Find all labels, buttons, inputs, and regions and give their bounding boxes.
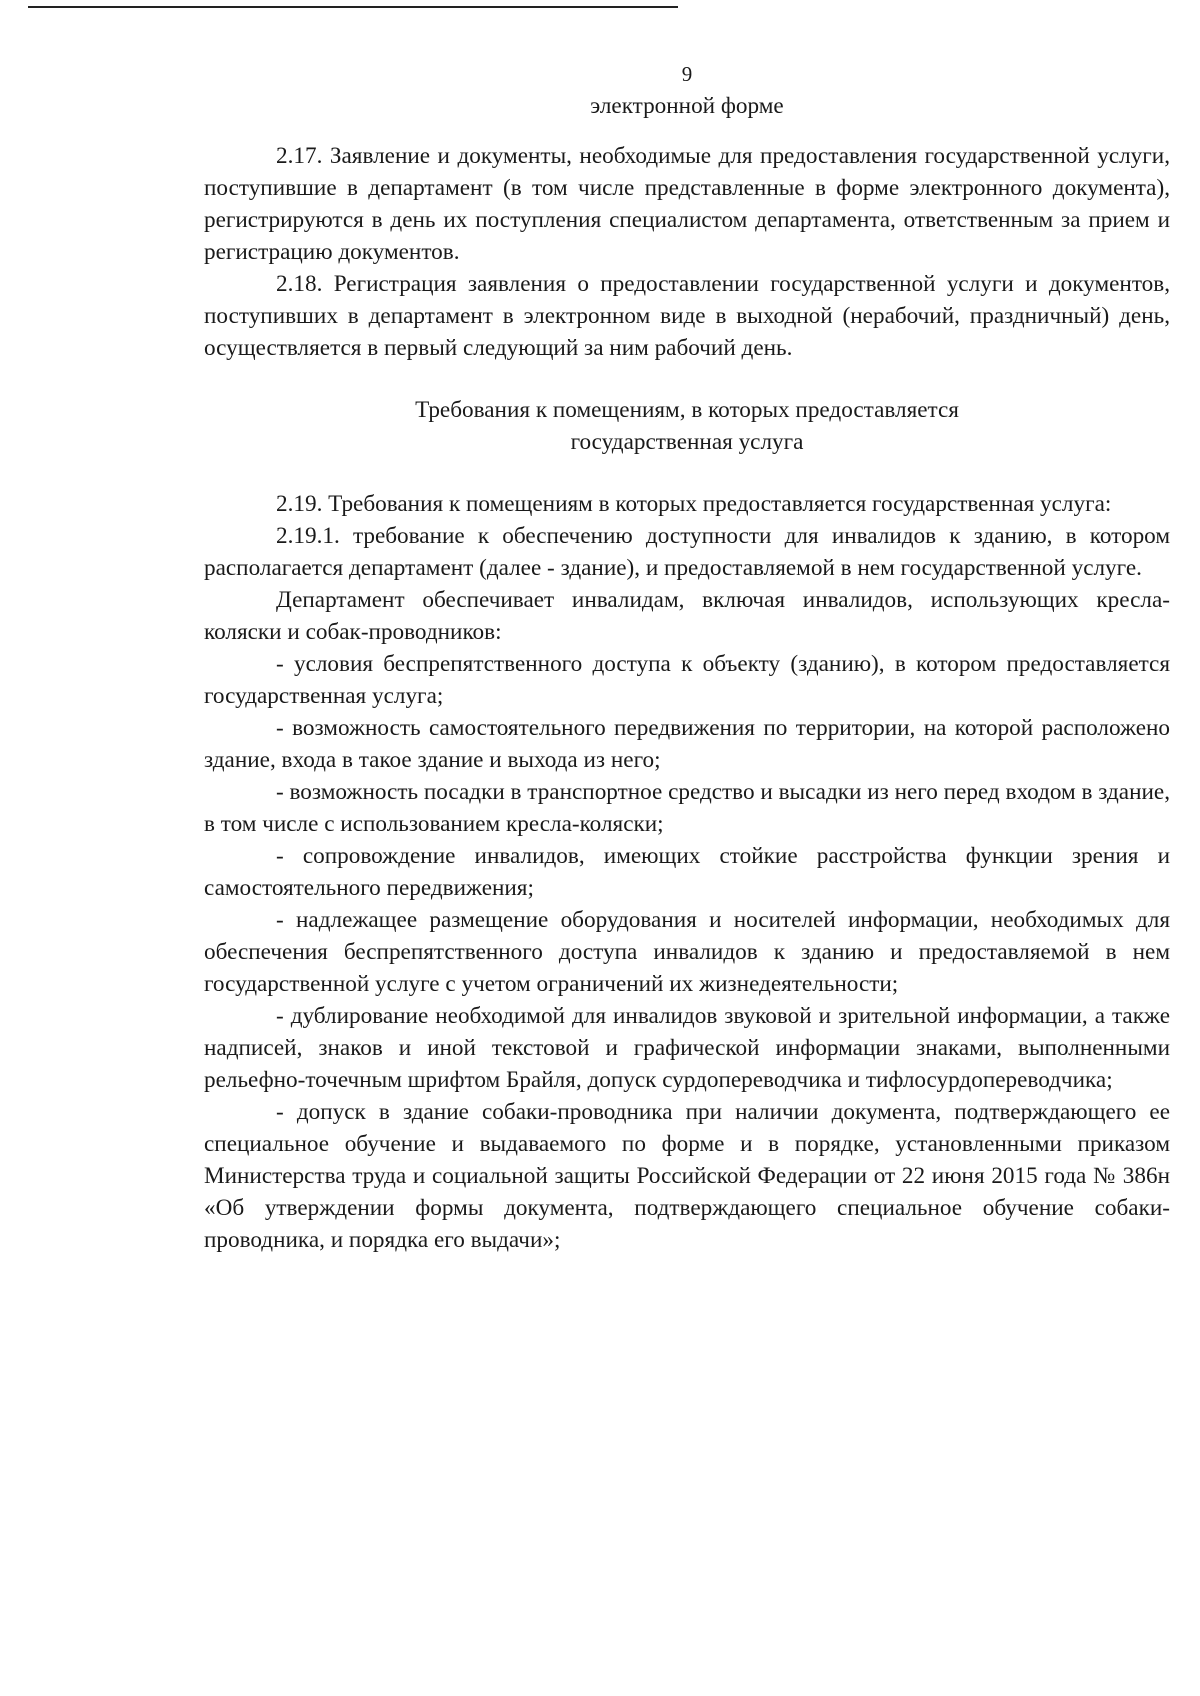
paragraph-2-17: 2.17. Заявление и документы, необходимые для предоставления государственной услуги, поступившие в департамент (в том числе представленные в форме электронного документа), регистрируются в день их поступления специалистом департамента, ответственным за прием и регистрацию документов. [204, 143, 1170, 265]
paragraph-department-provides: Департамент обеспечивает инвалидам, включая инвалидов, использующих кресла-коляски и собак-проводников: [204, 587, 1170, 645]
list-item-guide-dog: - допуск в здание собаки-проводника при наличии документа, подтверждающего ее специальное обучение и выдаваемого по форме и в порядке, установленными приказом Министерства труда и социальной защиты Российской Федерации от 22 июня 2015 года № 386н «Об утверждении формы документа, подтверждающего специальное обучение собаки-проводника, и порядка его выдачи»; [204, 1099, 1170, 1253]
page-number: 9 [681, 62, 693, 86]
paragraph-2-19: 2.19. Требования к помещениям в которых предоставляется государственная услуга: [276, 491, 1112, 517]
section-heading-line-1: Требования к помещениям, в которых предоставляется [415, 397, 959, 423]
list-item-duplication: - дублирование необходимой для инвалидов звуковой и зрительной информации, а также надписей, знаков и иной текстовой и графической информации знаками, выполненными рельефно-точечным шрифтом Брайля, допуск сурдопереводчика и тифлосурдопереводчика; [204, 1003, 1170, 1093]
top-rule [28, 6, 678, 8]
continued-heading: электронной форме [590, 93, 784, 119]
document-page [204, 62, 1170, 1256]
list-item-vehicle: - возможность посадки в транспортное средство и высадки из него перед входом в здание, в том числе с использованием кресла-коляски; [204, 779, 1170, 837]
list-item-access-conditions: - условия беспрепятственного доступа к объекту (зданию), в котором предоставляется государственная услуга; [204, 651, 1170, 709]
section-heading-line-2: государственная услуга [570, 429, 804, 455]
list-item-movement: - возможность самостоятельного передвижения по территории, на которой расположено здание, входа в такое здание и выхода из него; [204, 715, 1170, 773]
list-item-equipment: - надлежащее размещение оборудования и носителей информации, необходимых для обеспечения беспрепятственного доступа инвалидов к зданию и предоставляемой в нем государственной услуге с учетом ограничений их жизнедеятельности; [204, 907, 1170, 997]
paragraph-2-18: 2.18. Регистрация заявления о предоставлении государственной услуги и документов, поступивших в департамент в электронном виде в выходной (нерабочий, праздничный) день, осуществляется в первый следующий за ним рабочий день. [204, 271, 1170, 361]
section-heading [204, 394, 1170, 458]
paragraph-2-19-1: 2.19.1. требование к обеспечению доступности для инвалидов к зданию, в котором располагается департамент (далее - здание), и предоставляемой в нем государственной услуге. [204, 523, 1170, 581]
list-item-escort: - сопровождение инвалидов, имеющих стойкие расстройства функции зрения и самостоятельного передвижения; [204, 843, 1170, 901]
